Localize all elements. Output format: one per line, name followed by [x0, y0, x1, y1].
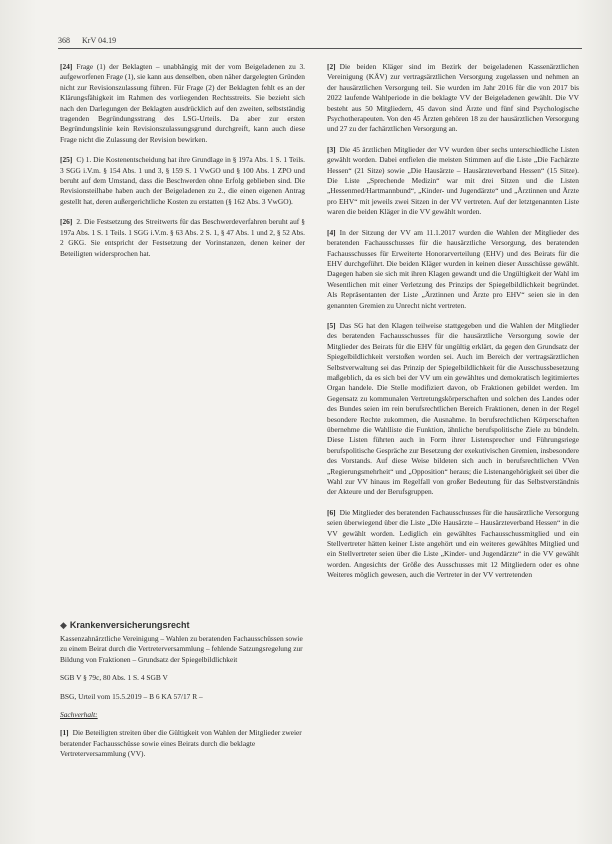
paragraph — [327, 145, 579, 218]
journal-name: KrV 04.19 — [82, 36, 117, 45]
diamond-icon: ◆ — [60, 620, 67, 630]
section-title: Krankenversicherungsrecht — [69, 620, 190, 630]
facts-heading: Sachverhalt: — [60, 710, 98, 720]
paragraph — [327, 62, 579, 135]
paragraph-text: C) 1. Die Kostenentscheidung hat ihre Grundlage in § 197a Abs. 1 S. 1 Teils. 3 SGG i.V.m. § 154 Abs. 1 und 3, § 159 S. 1 VwGO und § 100 Abs. 1 ZPO und beruht auf dem Umstand, dass die Beschwerden ohne Erfolg geblieben sind. Die Revisionsteilhabe haben auch der Beigeladenen zu 2., die einen eigenen Antrag gestellt hat, deren außergerichtliche Kosten zu erstatten (§ 162 Abs. 3 VwGO). — [60, 155, 305, 206]
paragraph — [327, 321, 579, 498]
paragraph-number: [1] — [60, 728, 69, 738]
case-header — [60, 634, 305, 768]
paragraph-text: Das SG hat den Klagen teilweise stattgegeben und die Wahlen der Mitglieder des beratenden Fachausschusses für die hausärztliche Versorgung sowie der Mitglieder des Beirats für die EHV für ungültig erklärt, da gegen den Grundsatz der Spiegelbildlichkeit verstoßen worden sei. Auch im Bereich der vertragsärztlichen Selbstverwaltung sei das Prinzip der Spiegelbildlichkeit für die Ausschussbesetzung maßgeblich, da es sich bei der VV um ein gewähltes und demokratisch legitimiertes Organ handele. Die Stelle modifiziert davon, ob Fraktionen gebildet werden. Im Gegensatz zu kommunalen Vertretungskörperschaften und solchen des Landes oder des Bundes seien im rein berufsrechtlichen Bereich Fraktionen, denen in der Regel besondere Rechte zukommen, die Ausnahme. In berufsrechtlichen Körperschaften übernehme die Wahlliste die Funktion, ähnliche berufspolitische Ziele zu bündeln. Diese Listen führten auch in Form ihrer Listensprecher und Führungsriege berufspolitische Gespräche zur Besetzung der exekutivischen Gremien, insbesondere des Vorstands. Auf diese Weise bildeten sich auch in berufsrechtlichen VVen „Regierungsmehrheit“ und „Opposition“ heraus; die Listenangehörigkeit sei über die Wahl zur VV hinaus im Regelfall von großer Bedeutung für das Selbstverständnis der Akteure und der Berufsgruppen. — [327, 320, 579, 497]
paragraph-text: 2. Die Festsetzung des Streitwerts für das Beschwerdeverfahren beruht auf § 197a Abs. 1 S. 1 Teils. 1 SGG i.V.m. § 63 Abs. 2 S. 1, § 47 Abs. 1 und 2, § 52 Abs. 2 GKG. Sie entspricht der Festsetzung der Vorinstanzen, denen keiner der Beteiligten widersprochen hat. — [60, 217, 305, 258]
headnote: Kassenzahnärztliche Vereinigung – Wahlen zu beratenden Fachausschüssen sowie zu einem Beirat durch die Vertreterversammlung – fehlende Satzungsregelung zur Bildung von Fraktionen – Grundsatz der Spiegelbildlichkeit — [60, 634, 303, 664]
paragraph-number: [25] — [60, 155, 73, 165]
paragraph-number: [6] — [327, 507, 336, 517]
paragraph-number: [26] — [60, 217, 73, 227]
paragraph — [60, 155, 305, 207]
paragraph — [60, 217, 305, 259]
paragraph-number: [4] — [327, 227, 336, 237]
right-column — [327, 62, 579, 591]
paragraph-text: Frage (1) der Beklagten – unabhängig mit der vom Beigeladenen zu 3. aufgeworfenen Frage (1), sie kann aus denselben, oben näher dargelegten Gründen nicht zur Revisionszulassung führen. Für Frage (2) der Beklagten fehlt es an der Klärungsfähigkeit im Rahmen des vorliegenden Rechtsstreits. Sie bezieht sich nach den Darlegungen der Beklagten ausdrücklich auf den zweiten, selbstständig tragenden Begründungsstrang des LSG-Urteils. Da aber zur ersten Begründungslinie kein Revisionszulassungsgrund durchgreift, kann auch diese Frage nicht die Zulassung der Revision bewirken. — [60, 62, 305, 144]
paragraph-text: Die Beteiligten streiten über die Gültigkeit von Wahlen der Mitglieder zweier beratender Fachausschüsse sowie eines Beirats durch die beklagte Vertreterversammlung (VV). — [60, 728, 302, 759]
paragraph-number: [3] — [327, 144, 336, 154]
left-column — [60, 62, 305, 269]
paragraph — [60, 728, 305, 759]
paragraph — [327, 228, 579, 311]
header-rule — [58, 48, 582, 49]
court-citation: BSG, Urteil vom 15.5.2019 – B 6 KA 57/17 R – — [60, 691, 203, 701]
paragraph-text: Die 45 ärztlichen Mitglieder der VV wurden über sechs unterschiedliche Listen gewählt worden. Dabei entfielen die meisten Stimmen auf die Liste „Die Fachärzte Hessen“ (21 Sitze) sowie „Die Hausärzte – Hausärzteverband Hessen“ (15 Sitze). Die Liste „Sprechende Medizin“ war mit drei Sitzen und die Listen „Hessenmed/Hartmannbund“, „Kinder- und Jugendärzte“ und „Ärztinnen und Ärzte pro EHV“ mit jeweils zwei Sitzen in der VV vertreten. Auf der letztgenannten Liste waren die beiden Kläger in die VV gewählt worden. — [327, 144, 579, 217]
norm-reference: SGB V § 79c, 80 Abs. 1 S. 4 SGB V — [60, 673, 168, 683]
paragraph-text: In der Sitzung der VV am 11.1.2017 wurden die Wahlen der Mitglieder des beratenden Fachausschusses für die hausärztliche Versorgung, des beratenden Fachausschusses für Erweiterte Honorarverteilung (EHV) und des Beirats für die EHV durchgeführt. Die beiden Kläger wurden in keinen dieser Ausschüsse gewählt. Dagegen haben sie sich mit ihren Klagen gewandt und die Ungültigkeit der Wahl im Wesentlichen mit einer Verletzung des Prinzips der Spiegelbildlichkeit begründet. Als Repräsentanten der Liste „Ärztinnen und Ärzte pro EHV“ seien sie in den genannten Gremien zu Unrecht nicht vertreten. — [327, 227, 579, 310]
paragraph-text: Die Mitglieder des beratenden Fachausschusses für die hausärztliche Versorgung seien überwiegend über die Liste „Die Hausärzte – Hausärzteverband Hessen“ in die VV gewählt worden. Lediglich ein gewähltes Fachausschussmitglied und ein Stellvertreter hätten keiner Liste angehört und ein weiteres gewähltes Mitglied und ein Stellvertreter seien über die Liste „Kinder- und Jugendärzte“ in die VV gewählt worden. Angesichts der Größe des Ausschusses mit 12 Mitgliedern oder es ohne Weiteres möglich gewesen, auch die Vertreter in der VV vertretenden — [327, 507, 579, 580]
paragraph-number: [5] — [327, 320, 336, 330]
section-heading — [60, 620, 305, 631]
paragraph-number: [24] — [60, 62, 73, 71]
paragraph — [327, 508, 579, 581]
paragraph-number: [2] — [327, 62, 336, 71]
page-number: 368 — [58, 36, 70, 45]
paragraph — [60, 62, 305, 145]
page-header — [58, 36, 582, 45]
paragraph-text: Die beiden Kläger sind im Bezirk der beigeladenen Kassenärztlichen Vereinigung (KÄV) zur vertragsärztlichen Versorgung zugelassen und nehmen an der hausärztlichen Versorgung teil. Sie wurden im Jahr 2016 für die von 2017 bis 2022 laufende Wahlperiode in die beklagte VV der Beigeladenen gewählt. Die VV besteht aus 50 Mitgliedern, 45 davon sind Ärzte und fünf sind Psychologische Psychotherapeuten. Von den 45 Ärzten gehören 18 zu der hausärztlichen Versorgung und 27 zu der fachärztlichen Versorgung an. — [327, 62, 579, 134]
